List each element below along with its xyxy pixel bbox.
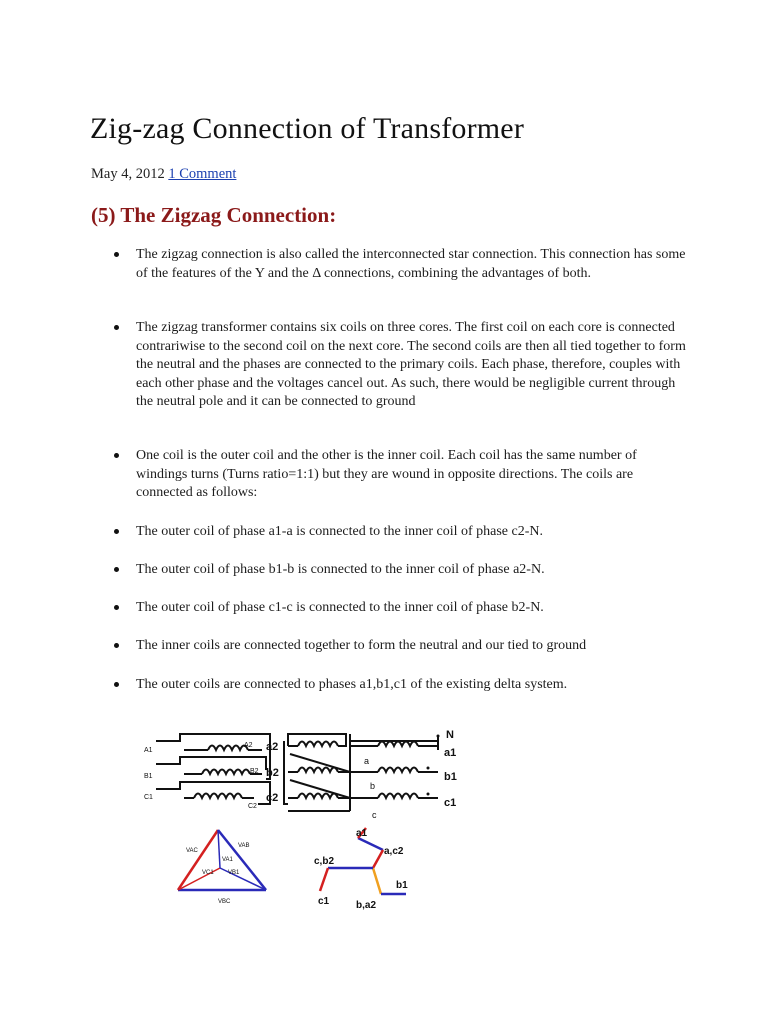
label-vbc: VBC bbox=[218, 899, 231, 905]
zigzag-diagram bbox=[138, 726, 478, 911]
list-item: One coil is the outer coil and the other is the inner coil. Each coil has the same number of windings turns (Turns ratio=1:1) but they are wound in opposite directions. The coils are connected as follows: bbox=[90, 447, 690, 503]
label-va1: VA1 bbox=[222, 857, 233, 863]
article-title: Zig-zag Connection of Transformer bbox=[90, 112, 525, 145]
list-item: The zigzag connection is also called the interconnected star connection. This connection has some of the features of the Y and the Δ connections, combining the advantages of both. bbox=[90, 246, 690, 283]
label-sec-c1: c1 bbox=[444, 797, 457, 809]
label-a: a bbox=[364, 756, 370, 766]
triangle-labels bbox=[186, 843, 250, 905]
label-z-b1: b1 bbox=[396, 880, 408, 891]
label-a1: A1 bbox=[144, 747, 153, 754]
secondary-inner-windings bbox=[284, 734, 350, 811]
post-date: May 4, 2012 bbox=[91, 166, 165, 182]
list-item: The outer coils are connected to phases a1,b1,c1 of the existing delta system. bbox=[90, 676, 690, 695]
label-b1: B1 bbox=[144, 773, 153, 780]
label-sec-b2: b2 bbox=[266, 767, 279, 779]
section-heading: (5) The Zigzag Connection: bbox=[91, 203, 337, 227]
label-z-a1: a1 bbox=[356, 828, 368, 839]
label-n: N bbox=[446, 729, 454, 741]
list-item: The outer coil of phase c1-c is connected to the inner coil of phase b2-N. bbox=[90, 599, 690, 618]
post-meta bbox=[91, 166, 236, 183]
list-item: The inner coils are connected together to form the neutral and our tied to ground bbox=[90, 637, 690, 656]
list-item: The zigzag transformer contains six coils on three cores. The first coil on each core is connected contrariwise to the second coil on the next core. The second coils are then all tied together to form the neutral and the phases are connected to the primary coils. Each phase, therefore, couples with each other phase and the voltages cancel out. As such, there would be negligible current through the neutral pole and it can be connected to ground bbox=[90, 319, 690, 412]
label-vb1: VB1 bbox=[228, 870, 240, 876]
secondary-outer-windings bbox=[350, 734, 438, 811]
label-sec-c2: c2 bbox=[266, 792, 279, 804]
label-vac: VAC bbox=[186, 848, 198, 854]
label-z-cb2: c,b2 bbox=[314, 856, 335, 867]
inner-labels bbox=[364, 756, 377, 820]
label-z-ba2: b,a2 bbox=[356, 900, 377, 911]
list-item: The outer coil of phase a1-a is connected to the inner coil of phase c2-N. bbox=[90, 523, 690, 542]
label-z-c1: c1 bbox=[318, 896, 330, 907]
label-c1: C1 bbox=[144, 794, 153, 801]
list-item: The outer coil of phase b1-b is connected to the inner coil of phase a2-N. bbox=[90, 561, 690, 580]
label-b2: B2 bbox=[250, 768, 259, 775]
label-sec-b1: b1 bbox=[444, 771, 457, 783]
label-a2: A2 bbox=[244, 742, 253, 749]
comments-link[interactable]: 1 Comment bbox=[168, 166, 237, 182]
primary-labels bbox=[144, 742, 259, 810]
label-z-ac2: a,c2 bbox=[384, 846, 404, 857]
label-vc1: VC1 bbox=[202, 870, 214, 876]
label-sec-a1: a1 bbox=[444, 747, 457, 759]
label-vab: VAB bbox=[238, 843, 250, 849]
label-c: c bbox=[372, 810, 377, 820]
label-c2: C2 bbox=[248, 803, 257, 810]
label-sec-a2: a2 bbox=[266, 741, 279, 753]
label-b: b bbox=[370, 781, 376, 791]
